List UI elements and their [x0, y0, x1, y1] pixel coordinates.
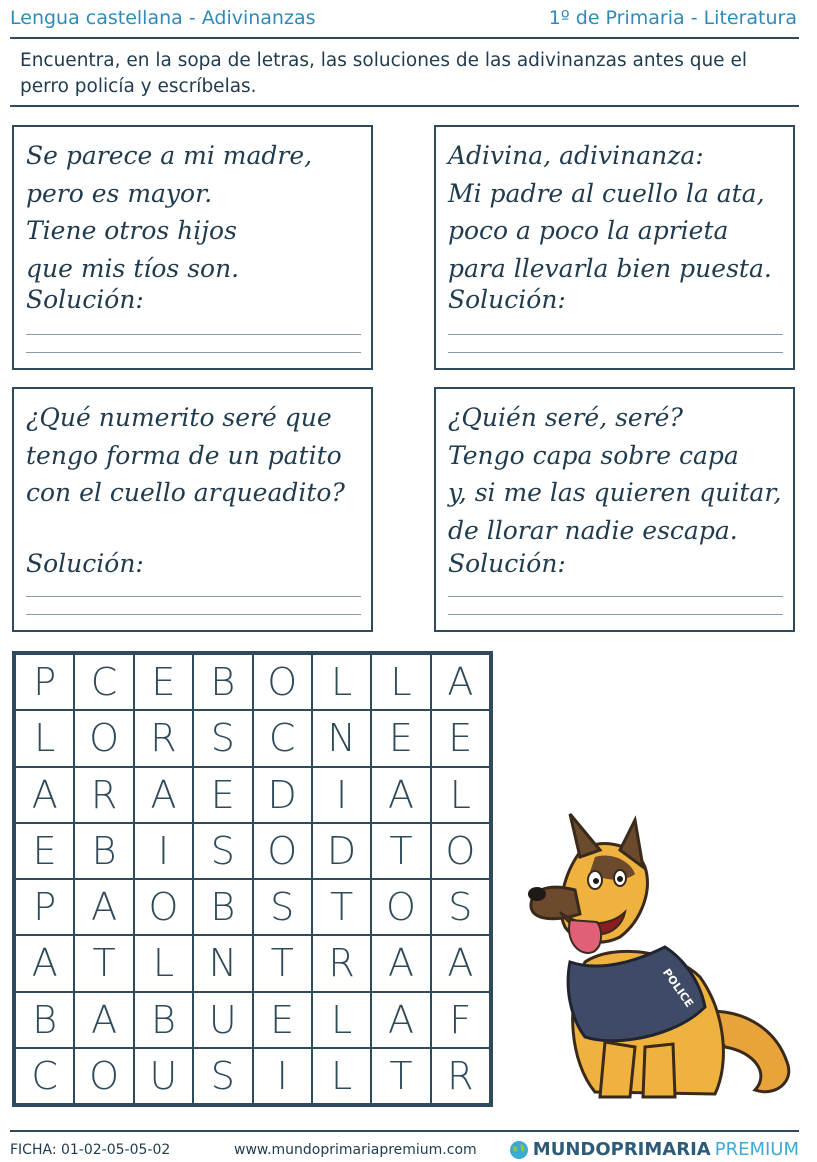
header-divider: [10, 37, 799, 39]
website-link[interactable]: www.mundoprimariapremium.com: [234, 1142, 477, 1158]
riddle-line: tengo forma de un patito: [26, 440, 342, 470]
level-title: 1º de Primaria - Literatura: [548, 7, 797, 29]
letter-cell[interactable]: P: [15, 879, 74, 935]
instructions-divider: [10, 105, 799, 107]
letter-cell[interactable]: N: [193, 935, 252, 991]
letter-cell[interactable]: B: [193, 879, 252, 935]
letter-cell[interactable]: U: [134, 1048, 193, 1104]
letter-cell[interactable]: E: [253, 992, 312, 1048]
answer-line[interactable]: [26, 596, 361, 597]
police-dog-illustration: [525, 812, 800, 1110]
answer-line[interactable]: [448, 352, 783, 353]
answer-line[interactable]: [26, 352, 361, 353]
riddle-line: Adivina, adivinanza:: [448, 141, 704, 170]
riddle-card-2: [434, 125, 795, 370]
letter-cell[interactable]: B: [15, 992, 74, 1048]
subject-title: Lengua castellana - Adivinanzas: [10, 7, 316, 29]
letter-cell[interactable]: A: [74, 879, 133, 935]
letter-cell[interactable]: S: [193, 823, 252, 879]
brand-accent: PREMIUM: [714, 1139, 799, 1160]
letter-cell[interactable]: T: [74, 935, 133, 991]
letter-cell[interactable]: A: [15, 767, 74, 823]
letter-cell[interactable]: L: [371, 654, 430, 710]
riddle-line: Tengo capa sobre capa: [448, 440, 739, 470]
letter-cell[interactable]: U: [193, 992, 252, 1048]
answer-line[interactable]: [448, 334, 783, 335]
letter-cell[interactable]: E: [431, 710, 490, 766]
letter-cell[interactable]: E: [134, 654, 193, 710]
riddle-line: para llevarla bien puesta.: [448, 253, 772, 283]
brand-logo: [509, 1139, 799, 1160]
solution-label: Solución:: [448, 285, 566, 314]
letter-cell[interactable]: A: [371, 767, 430, 823]
letter-cell[interactable]: S: [193, 1048, 252, 1104]
riddle-line: de llorar nadie escapa.: [448, 515, 738, 545]
letter-cell[interactable]: L: [15, 710, 74, 766]
letter-cell[interactable]: P: [15, 654, 74, 710]
letter-cell[interactable]: O: [134, 879, 193, 935]
letter-cell[interactable]: R: [74, 767, 133, 823]
letter-cell[interactable]: A: [431, 935, 490, 991]
letter-cell[interactable]: L: [431, 767, 490, 823]
letter-cell[interactable]: E: [371, 710, 430, 766]
letter-cell[interactable]: R: [312, 935, 371, 991]
vest-label: POLICE: [659, 966, 696, 1010]
letter-cell[interactable]: I: [312, 767, 371, 823]
letter-cell[interactable]: I: [134, 823, 193, 879]
word-search-grid: [12, 651, 493, 1107]
letter-cell[interactable]: B: [134, 992, 193, 1048]
riddle-line: ¿Quién seré, seré?: [448, 403, 683, 432]
letter-cell[interactable]: R: [431, 1048, 490, 1104]
letter-cell[interactable]: L: [312, 1048, 371, 1104]
letter-cell[interactable]: O: [74, 1048, 133, 1104]
riddle-line: Se parece a mi madre,: [26, 141, 313, 170]
letter-cell[interactable]: O: [253, 823, 312, 879]
answer-line[interactable]: [26, 614, 361, 615]
riddle-line: pero es mayor.: [26, 178, 213, 208]
solution-label: Solución:: [26, 549, 144, 578]
letter-cell[interactable]: B: [74, 823, 133, 879]
letter-cell[interactable]: L: [312, 992, 371, 1048]
riddle-line: ¿Qué numerito seré que: [26, 403, 332, 432]
letter-cell[interactable]: O: [431, 823, 490, 879]
letter-cell[interactable]: E: [15, 823, 74, 879]
letter-cell[interactable]: S: [193, 710, 252, 766]
riddle-line: y, si me las quieren quitar,: [448, 478, 782, 507]
letter-cell[interactable]: A: [74, 992, 133, 1048]
letter-cell[interactable]: C: [74, 654, 133, 710]
globe-icon: [509, 1140, 529, 1160]
riddle-line: con el cuello arqueadito?: [26, 478, 345, 507]
letter-cell[interactable]: R: [134, 710, 193, 766]
riddle-line: poco a poco la aprieta: [448, 216, 729, 245]
brand-name: MUNDOPRIMARIA: [532, 1139, 711, 1160]
letter-cell[interactable]: F: [431, 992, 490, 1048]
letter-cell[interactable]: C: [253, 710, 312, 766]
riddle-line: que mis tíos son.: [26, 253, 240, 283]
letter-cell[interactable]: A: [431, 654, 490, 710]
riddle-line: Tiene otros hijos: [26, 216, 237, 245]
solution-label: Solución:: [26, 285, 144, 314]
letter-cell[interactable]: A: [15, 935, 74, 991]
letter-cell[interactable]: C: [15, 1048, 74, 1104]
letter-cell[interactable]: L: [312, 654, 371, 710]
ficha-code: FICHA: 01-02-05-05-02: [10, 1142, 171, 1158]
letter-cell[interactable]: S: [431, 879, 490, 935]
letter-cell[interactable]: T: [371, 1048, 430, 1104]
letter-cell[interactable]: T: [371, 823, 430, 879]
answer-line[interactable]: [26, 334, 361, 335]
riddle-card-3: [12, 387, 373, 632]
letter-cell[interactable]: I: [253, 1048, 312, 1104]
instructions-text: Encuentra, en la sopa de letras, las soluciones de las adivinanzas antes que el perro policía y escríbelas.: [20, 50, 747, 97]
riddle-line: Mi padre al cuello la ata,: [448, 178, 765, 208]
letter-cell[interactable]: D: [312, 823, 371, 879]
letter-cell[interactable]: L: [134, 935, 193, 991]
footer-divider: [10, 1130, 799, 1132]
answer-line[interactable]: [448, 614, 783, 615]
letter-cell[interactable]: A: [371, 935, 430, 991]
letter-cell[interactable]: O: [371, 879, 430, 935]
answer-line[interactable]: [448, 596, 783, 597]
letter-cell[interactable]: O: [253, 654, 312, 710]
riddle-card-4: [434, 387, 795, 632]
riddle-card-1: [12, 125, 373, 370]
letter-cell[interactable]: A: [371, 992, 430, 1048]
letter-cell[interactable]: E: [193, 767, 252, 823]
letter-cell[interactable]: O: [74, 710, 133, 766]
letter-cell[interactable]: B: [193, 654, 252, 710]
letter-cell[interactable]: A: [134, 767, 193, 823]
letter-cell[interactable]: D: [253, 767, 312, 823]
letter-cell[interactable]: S: [253, 879, 312, 935]
letter-cell[interactable]: T: [253, 935, 312, 991]
solution-label: Solución:: [448, 549, 566, 578]
letter-cell[interactable]: N: [312, 710, 371, 766]
letter-cell[interactable]: T: [312, 879, 371, 935]
